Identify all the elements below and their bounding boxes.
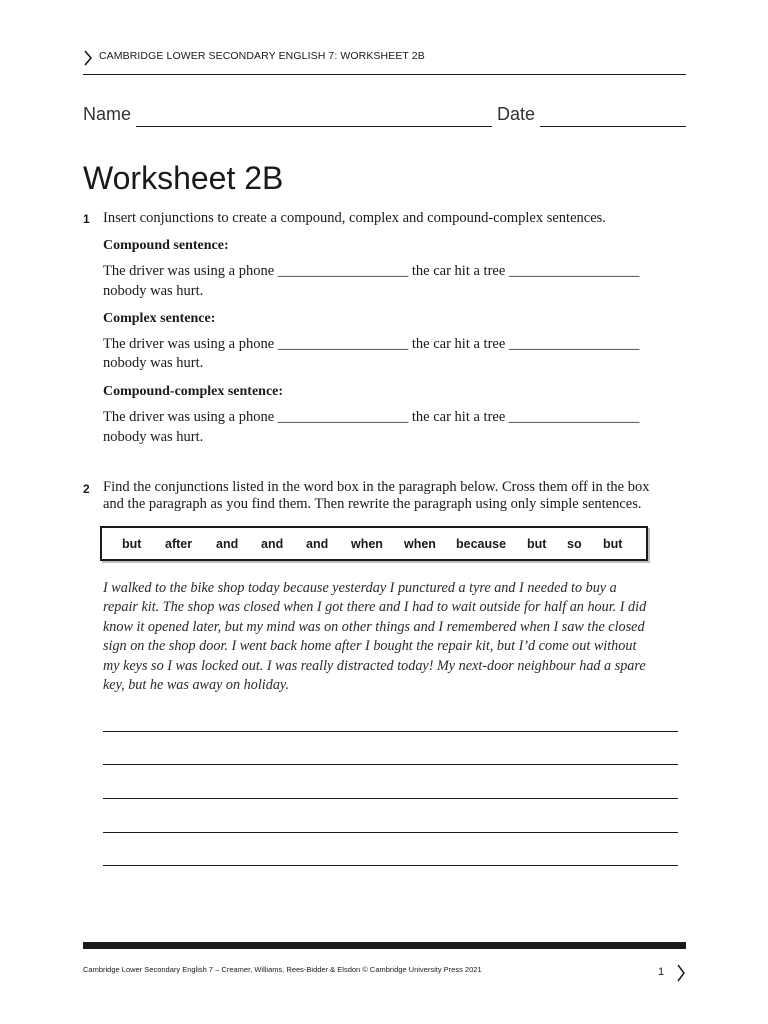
name-date-row [83,104,686,130]
sentence-line[interactable]: The driver was using a phone __________________ the car hit a tree __________________ [103,263,640,279]
page-title: Worksheet 2B [83,160,284,196]
word-box-item[interactable]: and [306,537,329,551]
word-box-item[interactable]: but [603,537,623,551]
writing-line[interactable] [103,798,678,799]
paragraph-text: I walked to the bike shop today because yesterday I punctured a tyre and I needed to buy a repair kit. The shop was closed when I got there and I had to wait outside for half an hour. I did know it opened later, but my mind was on other things and I remembered when I saw the closed sign on the shop door. I went back home after I bought the repair kit, but I’d come out without my keys so I was locked out. I was really distracted today! My next-door neighbour had a spare key, but he was away on holiday. [103,580,647,694]
question-1-number: 1 [83,212,90,226]
sentence-line: nobody was hurt. [103,429,204,445]
date-label: Date [497,104,536,124]
writing-line[interactable] [103,832,678,833]
question-2-instruction-line-2: and the paragraph as you find them. Then rewrite the paragraph using only simple sentences. [103,496,642,512]
question-2-instruction-line-1: Find the conjunctions listed in the word box in the paragraph below. Cross them off in the box [103,479,650,495]
word-box-item[interactable]: because [456,537,507,551]
word-box-item[interactable]: so [567,537,582,551]
footer-credit: Cambridge Lower Secondary English 7 – Creamer, Williams, Rees-Bidder & Elsdon © Cambridge University Press 2021 [83,965,482,974]
sentence-line: nobody was hurt. [103,283,204,299]
chevron-right-icon [676,964,686,982]
word-box-item[interactable]: when [351,537,383,551]
word-box-item[interactable]: and [261,537,284,551]
writing-line[interactable] [103,865,678,866]
header-title: CAMBRIDGE LOWER SECONDARY ENGLISH 7: WORKSHEET 2B [99,50,425,62]
question-2-number: 2 [83,482,90,496]
word-box-item[interactable]: and [216,537,239,551]
question-1-instruction: Insert conjunctions to create a compound, complex and compound-complex sentences. [103,210,606,226]
running-header [83,48,686,75]
name-field[interactable] [136,126,492,127]
word-box-item[interactable]: but [527,537,547,551]
sentence-line[interactable]: The driver was using a phone __________________ the car hit a tree __________________ [103,409,640,425]
sentence-line[interactable]: The driver was using a phone __________________ the car hit a tree __________________ [103,336,640,352]
chevron-right-icon [83,50,93,66]
section-heading-compound-complex: Compound-complex sentence: [103,384,284,399]
footer-rule [83,942,686,949]
section-heading-complex: Complex sentence: [103,311,216,326]
writing-line[interactable] [103,764,678,765]
word-box-item[interactable]: after [165,537,193,551]
word-box [100,526,648,561]
word-box-item[interactable]: when [404,537,436,551]
word-box-item[interactable]: but [122,537,142,551]
date-field[interactable] [540,126,686,127]
writing-line[interactable] [103,731,678,732]
page-number: 1 [658,966,665,978]
sentence-line: nobody was hurt. [103,355,204,371]
name-label: Name [83,104,132,124]
section-heading-compound: Compound sentence: [103,238,229,253]
